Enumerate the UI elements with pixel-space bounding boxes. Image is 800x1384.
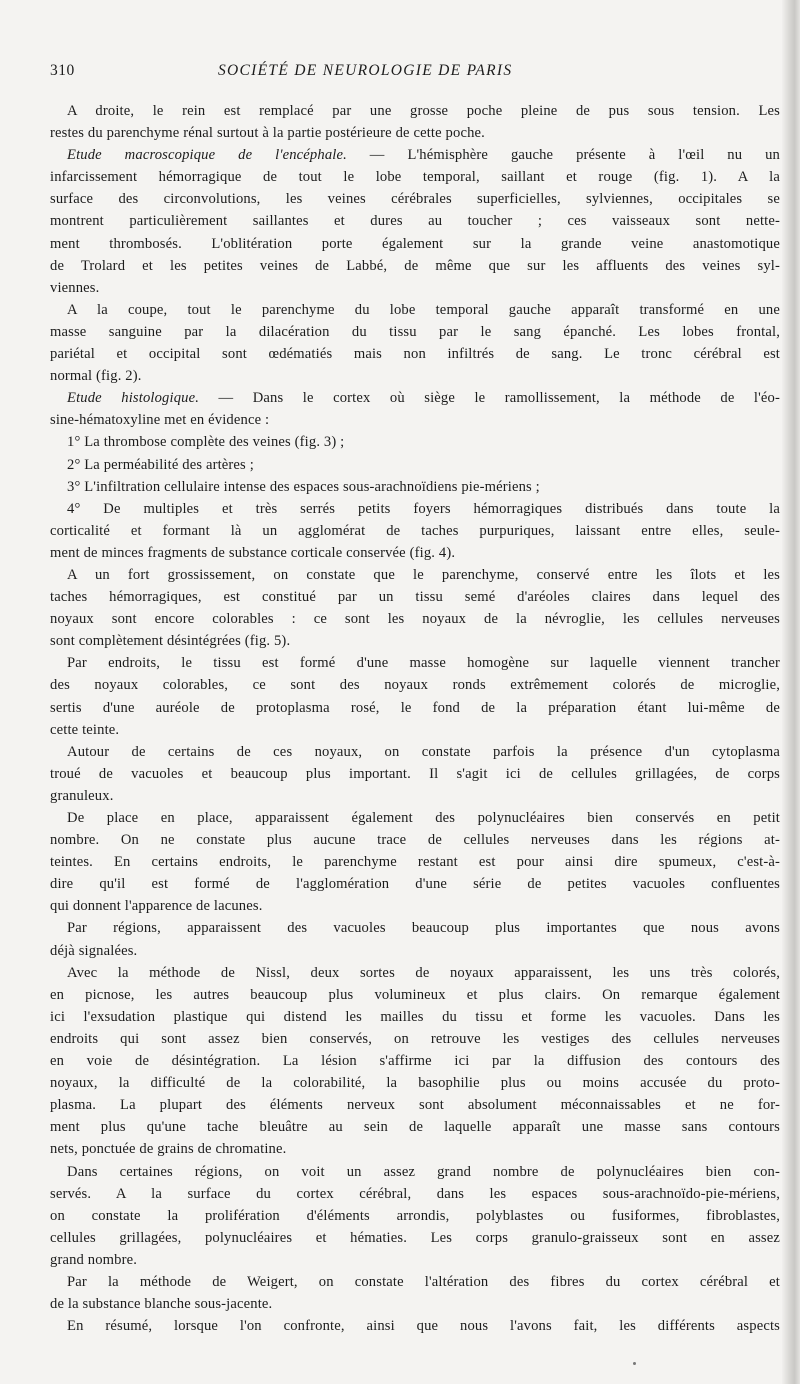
text-line: de Trolard et les petites veines de Labbé, de même que sur les affluents des veines syl-: [50, 257, 780, 274]
page-header: [50, 62, 780, 88]
text-line: [50, 144, 780, 166]
text-line: montrent particulièrement saillantes et dures au toucher ; ces vaisseaux sont nette-: [50, 213, 780, 230]
text-line: ici l'exsudation plastique qui distend les mailles du tissu et forme les vacuoles. Dans les: [50, 1008, 780, 1025]
text-line: plasma. La plupart des éléments nerveux sont absolument méconnaissables et ne for-: [50, 1097, 780, 1114]
text-line: 2° La perméabilité des artères ;: [67, 456, 254, 473]
text-line: Avec la méthode de Nissl, deux sortes de noyaux apparaissent, les uns très colorés,: [67, 964, 780, 981]
text-line: cellules grillagées, polynucléaires et hématies. Les corps granulo-graisseux sont en assez: [50, 1229, 780, 1246]
text-line: A la coupe, tout le parenchyme du lobe temporal gauche apparaît transformé en une: [67, 301, 780, 318]
text-line: ment thrombosés. L'oblitération porte également sur la grande veine anastomotique: [50, 235, 780, 252]
text-line: en voie de désintégration. La lésion s'affirme ici par la diffusion des contours des: [50, 1053, 780, 1070]
text-line: A un fort grossissement, on constate que le parenchyme, conservé entre les îlots et les: [67, 566, 780, 583]
text-line: troué de vacuoles et beaucoup plus important. Il s'agit ici de cellules grillagées, de corps: [50, 765, 780, 782]
text-line: servés. A la surface du cortex cérébral, dans les espaces sous-arachnoïdo-pie-mériens,: [50, 1185, 780, 1202]
text-line: de la substance blanche sous-jacente.: [50, 1296, 273, 1313]
text-line: on constate la prolifération d'éléments arrondis, polyblastes ou fusiformes, fibroblastes,: [50, 1207, 780, 1224]
text-line: des noyaux colorables, ce sont des noyaux ronds extrêmement colorés de microglie,: [50, 677, 780, 694]
text-line: 1° La thrombose complète des veines (fig. 3) ;: [67, 434, 345, 451]
text-line: nombre. On ne constate plus aucune trace de cellules nerveuses dans les régions at-: [50, 832, 780, 849]
text-line: teintes. En certains endroits, le parenchyme restant est pour ainsi dire spumeux, c'est-à-: [50, 854, 780, 871]
text-line: corticalité et formant là un agglomérat de taches purpuriques, laissant entre elles, seule-: [50, 522, 780, 539]
text-line: Dans certaines régions, on voit un assez grand nombre de polynucléaires bien con-: [67, 1163, 780, 1180]
text-line: noyaux, la difficulté de la colorabilité, la basophilie plus ou moins accusée du proto-: [50, 1075, 780, 1092]
text-line: sine-hématoxyline met en évidence :: [50, 412, 270, 429]
text-line: surface des circonvolutions, les veines cérébrales superficielles, sylviennes, occipitales se: [50, 191, 780, 208]
text-line: Autour de certains de ces noyaux, on constate parfois la présence d'un cytoplasma: [67, 743, 780, 760]
text-line: noyaux sont encore colorables : ce sont les noyaux de la névroglie, les cellules nerveuses: [50, 611, 780, 628]
text-line: sont complètement désintégrées (fig. 5).: [50, 633, 291, 650]
section-heading: Etude histologique.: [67, 390, 200, 407]
text-line: déjà signalées.: [50, 942, 138, 959]
paper-speck: [633, 1362, 636, 1365]
text-line-content: — Dans le cortex où siège le ramollissement, la méthode de l'éo-: [199, 390, 780, 407]
text-line: A droite, le rein est remplacé par une grosse poche pleine de pus sous tension. Les: [67, 103, 780, 119]
text-line: 4° De multiples et très serrés petits foyers hémorragiques distribués dans toute la: [67, 500, 780, 517]
text-line: qui donnent l'apparence de lacunes.: [50, 898, 263, 915]
section-heading: Etude macroscopique de l'encéphale.: [67, 147, 347, 164]
text-line: endroits qui sont assez bien conservés, on retrouve les vestiges des cellules nerveuses: [50, 1030, 780, 1047]
text-line: dire qu'il est formé de l'agglomération d'une série de petites vacuoles confluentes: [50, 876, 780, 893]
text-line: ment de minces fragments de substance corticale conservée (fig. 4).: [50, 544, 456, 561]
text-line: normal (fig. 2).: [50, 368, 142, 385]
text-line: cette teinte.: [50, 721, 120, 738]
text-line: infarcissement hémorragique de tout le lobe temporal, saillant et rouge (fig. 1). A la: [50, 169, 780, 186]
text-line: viennes.: [50, 279, 100, 296]
text-line: taches hémorragiques, est constitué par un tissu semé d'aréoles claires dans lequel des: [50, 589, 780, 606]
page-edge-shadow: [782, 0, 800, 1384]
text-line: ment plus qu'une tache bleuâtre au sein de laquelle apparaît une masse sans contours: [50, 1119, 780, 1136]
text-line: masse sanguine par la dilacération du tissu par le sang épanché. Les lobes frontal,: [50, 323, 780, 340]
text-line: grand nombre.: [50, 1251, 138, 1268]
text-line: 3° L'infiltration cellulaire intense des espaces sous-arachnoïdiens pie-mériens ;: [67, 478, 540, 495]
text-line: restes du parenchyme rénal surtout à la partie postérieure de cette poche.: [50, 125, 485, 142]
running-title: SOCIÉTÉ DE NEUROLOGIE DE PARIS: [218, 62, 513, 79]
text-line: [50, 387, 780, 409]
text-line: En résumé, lorsque l'on confronte, ainsi que nous l'avons fait, les différents aspects: [67, 1318, 780, 1335]
body-text: [50, 100, 780, 1337]
page-number: 310: [50, 62, 75, 79]
text-line-content: — L'hémisphère gauche présente à l'œil nu un: [346, 147, 780, 164]
text-line: nets, ponctuée de grains de chromatine.: [50, 1141, 287, 1158]
text-line: pariétal et occipital sont œdématiés mais non infiltrés de sang. Le tronc cérébral est: [50, 346, 780, 363]
text-line: Par régions, apparaissent des vacuoles beaucoup plus importantes que nous avons: [67, 920, 780, 937]
text-line: Par la méthode de Weigert, on constate l'altération des fibres du cortex cérébral et: [67, 1273, 780, 1290]
text-line: Par endroits, le tissu est formé d'une masse homogène sur laquelle viennent trancher: [67, 655, 780, 672]
text-line: De place en place, apparaissent également des polynucléaires bien conservés en petit: [67, 810, 780, 826]
text-line: sertis d'une auréole de protoplasma rosé, le fond de la préparation étant lui-même de: [50, 699, 780, 716]
text-line: en picnose, les autres beaucoup plus volumineux et plus clairs. On remarque également: [50, 986, 780, 1003]
text-line: granuleux.: [50, 787, 114, 804]
